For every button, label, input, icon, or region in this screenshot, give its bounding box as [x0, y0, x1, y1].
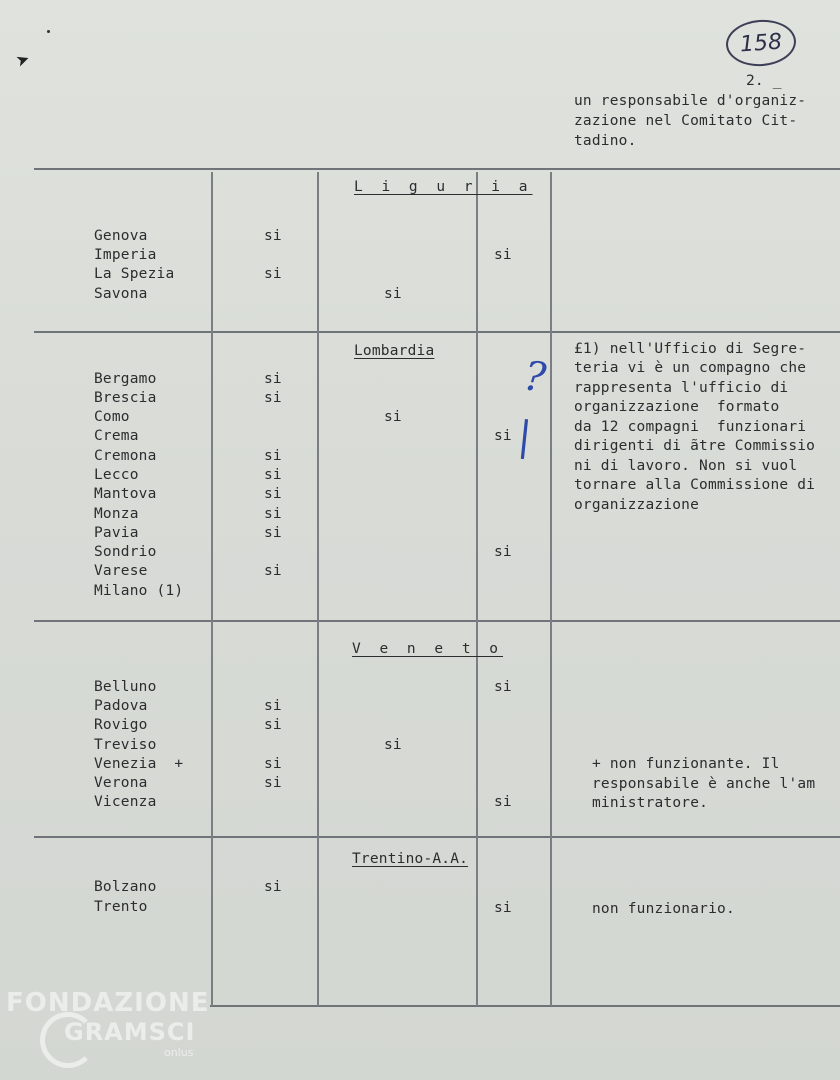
column-rule [211, 172, 213, 1006]
value-cell: si [494, 900, 512, 916]
column-rule [476, 172, 478, 1006]
value-cell: si [384, 286, 402, 302]
page-number-stamp: 158 [724, 18, 797, 69]
note-line: organizzazione formato [574, 399, 780, 415]
value-cell: si [264, 486, 282, 502]
value-cell: si [264, 563, 282, 579]
note-line: teria vi è un compagno che [574, 360, 807, 376]
city-name: Padova [94, 698, 148, 714]
value-cell: si [384, 737, 402, 753]
city-name: Crema [94, 428, 139, 444]
note-line: dirigenti di ãtre Commissio [574, 438, 816, 454]
note-line: organizzazione [574, 497, 700, 513]
value-cell: si [494, 428, 512, 444]
city-name: Cremona [94, 448, 157, 464]
watermark-line-2: GRAMSCI [64, 1018, 196, 1046]
value-cell: si [494, 679, 512, 695]
header-note-line-3: tadino. [574, 133, 637, 149]
city-name: Trento [94, 899, 148, 915]
city-name: Imperia [94, 247, 157, 263]
city-name: Belluno [94, 679, 157, 695]
city-name: Milano (1) [94, 583, 184, 599]
city-name: Verona [94, 775, 148, 791]
watermark-line-3: onlus [164, 1046, 194, 1059]
note-line: responsabile è anche l'am [592, 776, 816, 792]
city-name: Venezia + [94, 756, 184, 772]
city-name: Genova [94, 228, 148, 244]
city-name: Bergamo [94, 371, 157, 387]
value-cell: si [494, 544, 512, 560]
city-name: Varese [94, 563, 148, 579]
city-name: Monza [94, 506, 139, 522]
note-line: tornare alla Commissione di [574, 477, 816, 493]
page-number: 2. _ [746, 73, 782, 89]
header-note-line-2: zazione nel Comitato Cit- [574, 113, 798, 129]
value-cell: si [264, 525, 282, 541]
value-cell: si [264, 448, 282, 464]
city-name: Treviso [94, 737, 157, 753]
value-cell: si [264, 879, 282, 895]
city-name: Sondrio [94, 544, 157, 560]
column-rule [317, 172, 319, 1006]
value-cell: si [264, 467, 282, 483]
arrow-mark-icon: ➤ [13, 48, 33, 71]
value-cell: si [264, 756, 282, 772]
value-cell: si [264, 717, 282, 733]
city-name: Brescia [94, 390, 157, 406]
city-name: Pavia [94, 525, 139, 541]
value-cell: si [384, 409, 402, 425]
note-line: £1) nell'Ufficio di Segre- [574, 341, 807, 357]
value-cell: si [264, 266, 282, 282]
table-rule [210, 1005, 840, 1007]
region-heading-liguria: L i g u r i a [354, 179, 533, 195]
note-line: da 12 compagni funzionari [574, 419, 807, 435]
region-heading-lombardia: Lombardia [354, 343, 435, 359]
column-rule [550, 172, 552, 1006]
note-line: ni di lavoro. Non si vuol [574, 458, 798, 474]
note-line: ministratore. [592, 795, 709, 811]
table-rule [34, 836, 840, 838]
value-cell: si [264, 506, 282, 522]
table-rule [34, 331, 840, 333]
value-cell: si [264, 228, 282, 244]
city-name: La Spezia [94, 266, 175, 282]
value-cell: si [264, 775, 282, 791]
region-heading-trentino: Trentino-A.A. [352, 851, 469, 867]
city-name: Savona [94, 286, 148, 302]
value-cell: si [264, 390, 282, 406]
city-name: Como [94, 409, 130, 425]
note-line: rappresenta l'ufficio di [574, 380, 789, 396]
watermark-line-1: FONDAZIONE [6, 988, 210, 1018]
note-line: + non funzionante. Il [592, 756, 780, 772]
value-cell: si [264, 371, 282, 387]
value-cell: si [494, 794, 512, 810]
city-name: Bolzano [94, 879, 157, 895]
table-rule [34, 168, 840, 170]
city-name: Lecco [94, 467, 139, 483]
city-name: Rovigo [94, 717, 148, 733]
ink-dot [47, 30, 50, 33]
table-rule [34, 620, 840, 622]
watermark-logo [6, 988, 226, 1078]
value-cell: si [494, 247, 512, 263]
header-note-line-1: un responsabile d'organiz- [574, 93, 807, 109]
region-heading-veneto: V e n e t o [352, 641, 504, 657]
note-line: non funzionario. [592, 901, 735, 917]
handwritten-margin-mark: ?| [515, 353, 549, 461]
city-name: Mantova [94, 486, 157, 502]
value-cell: si [264, 698, 282, 714]
city-name: Vicenza [94, 794, 157, 810]
